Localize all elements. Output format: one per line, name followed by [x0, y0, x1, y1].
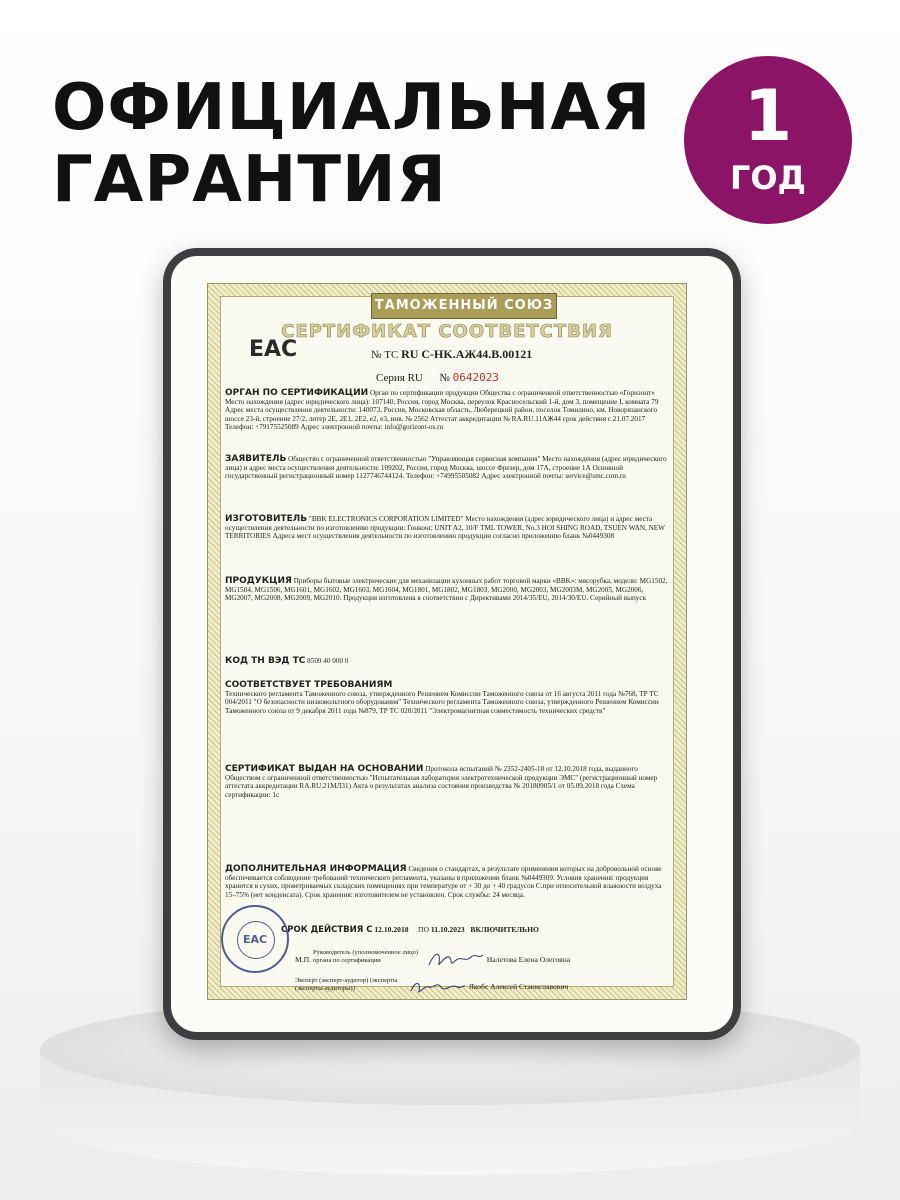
product-text: Приборы бытовые электрические для механизации кухонных работ торговой марки «BBK»: мясорубка, модели: MG1502, MG1504, MG1506, MG1601, MG1602, MG1603, MG1604, MG1801, MG1802, MG1803, MG2000, MG2003, MG2003M, MG2005, MG2006, MG2007, MG2008, MG2009, MG2010. Продукция изготовлена в соответствии с Директивами 2014/35/EU, 2014/30/EU. Серийный выпуск [225, 577, 668, 603]
body-text: Орган по сертификации продукции Общества с ограниченной ответственностью «Горизонт» Место нахождения (адрес юридического лица): 107140, Россия, город Москва, переулок Красносельский 1-й, дом 3, помещение I, комната 79 Адрес места осуществления деятельности: 140073, Россия, Московская область, Люберецкий район, поселок Томилино, км. Новорязанского шоссе 23-й, строение 27/2, литер 2Е, 2Е1, 2Е2, е2, е3, инв. № 2562 Аттестат аккредитации № RA.RU.11АЖ44 срок действия с 21.07.2017 Телефон: +79175525089 Адрес электронной почты: info@gorizont-os.ru [225, 389, 659, 432]
expert-signature-row [295, 977, 665, 997]
number-value: RU С-HK.АЖ44.В.00121 [401, 347, 533, 361]
certificate-number [371, 347, 532, 362]
section-conforms [225, 681, 668, 715]
additional-heading: ДОПОЛНИТЕЛЬНАЯ ИНФОРМАЦИЯ [225, 864, 407, 874]
expert-signature [407, 977, 467, 997]
section-additional [225, 865, 668, 899]
section-body [225, 389, 668, 432]
warranty-badge [684, 56, 852, 224]
eac-mark: EAC [249, 337, 298, 362]
code-heading: КОД ТН ВЭД ТС [225, 656, 306, 666]
headline-line2: ГАРАНТИЯ [52, 143, 447, 217]
product-heading: ПРОДУКЦИЯ [225, 576, 292, 586]
section-basis [225, 765, 668, 799]
headline-line1: ОФИЦИАЛЬНАЯ [52, 71, 652, 145]
manufacturer-heading: ИЗГОТОВИТЕЛЬ [225, 514, 308, 524]
body-heading: ОРГАН ПО СЕРТИФИКАЦИИ [225, 388, 369, 398]
badge-number: 1 [743, 75, 793, 157]
validity-inclusive: ВКЛЮЧИТЕЛЬНО [470, 925, 539, 934]
stamp-center: EAC [242, 933, 268, 946]
head-signature-row [295, 949, 665, 971]
certificate-body [220, 296, 674, 992]
certificate-series [376, 371, 499, 384]
section-manufacturer [225, 515, 668, 541]
customs-union-banner: ТАМОЖЕННЫЙ СОЮЗ [371, 293, 557, 319]
series-value: RU [407, 372, 423, 384]
applicant-text: Общество с ограниченной ответственностью "Управляющая сервисная компания" Место нахождения (адрес юридического лица) и адрес места осуществления деятельности: 109202, Россия, город Москва, шоссе Фрезер, дом 17А, строение 1А Основной государственный регистрационный номер 1127746744124. Телефон: +74995505082 Адрес электронной почты: service@smc.com.ru [225, 455, 667, 481]
section-applicant [225, 455, 668, 481]
conforms-heading: СООТВЕТСТВУЕТ ТРЕБОВАНИЯМ [225, 680, 393, 690]
serial-label: № [439, 372, 450, 384]
section-product [225, 577, 668, 603]
badge-unit: ГОД [729, 159, 807, 197]
expert-role: Эксперт (эксперт-аудитор) (эксперты (эксперты-аудиторы)) [295, 977, 398, 992]
validity-to-label: ПО [418, 925, 430, 934]
series-label: Серия [376, 372, 405, 384]
conforms-text: Технического регламента Таможенного союза, утвержденного Решением Комиссии Таможенного союза от 16 августа 2011 года №768, ТР ТС 004/2011 "О безопасности низковольтного оборудования" Технического регламента Таможенного союза, утвержденного Решением Комиссии Таможенного союза от 9 декабря 2011 года №879, ТР ТС 020/2011 "Электромагнитная совместимость технических средств" [225, 689, 659, 715]
certificate [207, 283, 687, 1000]
validity-to: 11.10.2023 [430, 925, 465, 934]
manufacturer-text: "BBK ELECTRONICS CORPORATION LIMITED" Место нахождения (адрес юридического лица) и адрес места осуществления деятельности по изготовлению продукции: Гонконг, UNIT A2, 10/F TML TOWER, No.3 HOI SHING ROAD, TSUEN WAN, NEW TERRITORIES Адреса мест осуществления деятельности по изготовлению продукции согласно приложению бланк №0449308 [225, 515, 665, 541]
validity-row [281, 925, 651, 935]
code-value: 8509 40 000 0 [307, 657, 349, 665]
head-role: Руководитель (уполномоченное лицо) органа по сертификации [312, 949, 418, 964]
headline [52, 72, 651, 216]
additional-text: Сведения о стандартах, в результате применения которых на добровольной основе обеспечивается соблюдение требований технического регламента, указаны в приложении бланк №0449309. Условия хранения: продукция хранится в сухих, проветриваемых складских помещениях при температуре от + 30 до + 40 градусов С.при относительной влажности воздуха 15–75% (нет конденсата). Срок хранения: изготовителем не установлен. Срок службы: 24 месяца. [225, 865, 662, 899]
number-label: № ТС [371, 349, 399, 361]
validity-heading: СРОК ДЕЙСТВИЯ С [281, 925, 373, 935]
expert-name: Якобс Алексей Станиславович [468, 981, 569, 991]
applicant-heading: ЗАЯВИТЕЛЬ [225, 454, 287, 464]
tablet-frame [163, 248, 741, 1040]
validity-from: 12.10.2018 [374, 925, 409, 934]
certification-stamp [221, 905, 289, 973]
basis-text: Протокола испытаний № 2352-2405-18 от 12.10.2018 года, выданного Обществом с ограниченной ответственностью "Испытательная лаборатория электротехнической продукции ЭМС" (регистрационный номер аттестата аккредитации RA.RU.21МЛ31) Акта о результатах анализа состояния производства № 20180905/1 от 05.09.2018 года Схема сертификации: 1с [225, 765, 658, 799]
stamp-mp: М.П. [295, 954, 312, 964]
head-signature [425, 949, 485, 971]
certificate-title: СЕРТИФИКАТ СООТВЕТСТВИЯ [281, 321, 613, 342]
head-name: Налетова Елена Олеговна [486, 954, 571, 964]
basis-heading: СЕРТИФИКАТ ВЫДАН НА ОСНОВАНИИ [225, 764, 424, 774]
tablet-screen [171, 256, 733, 1032]
serial-value: 0642023 [452, 371, 499, 384]
section-code [225, 657, 668, 666]
